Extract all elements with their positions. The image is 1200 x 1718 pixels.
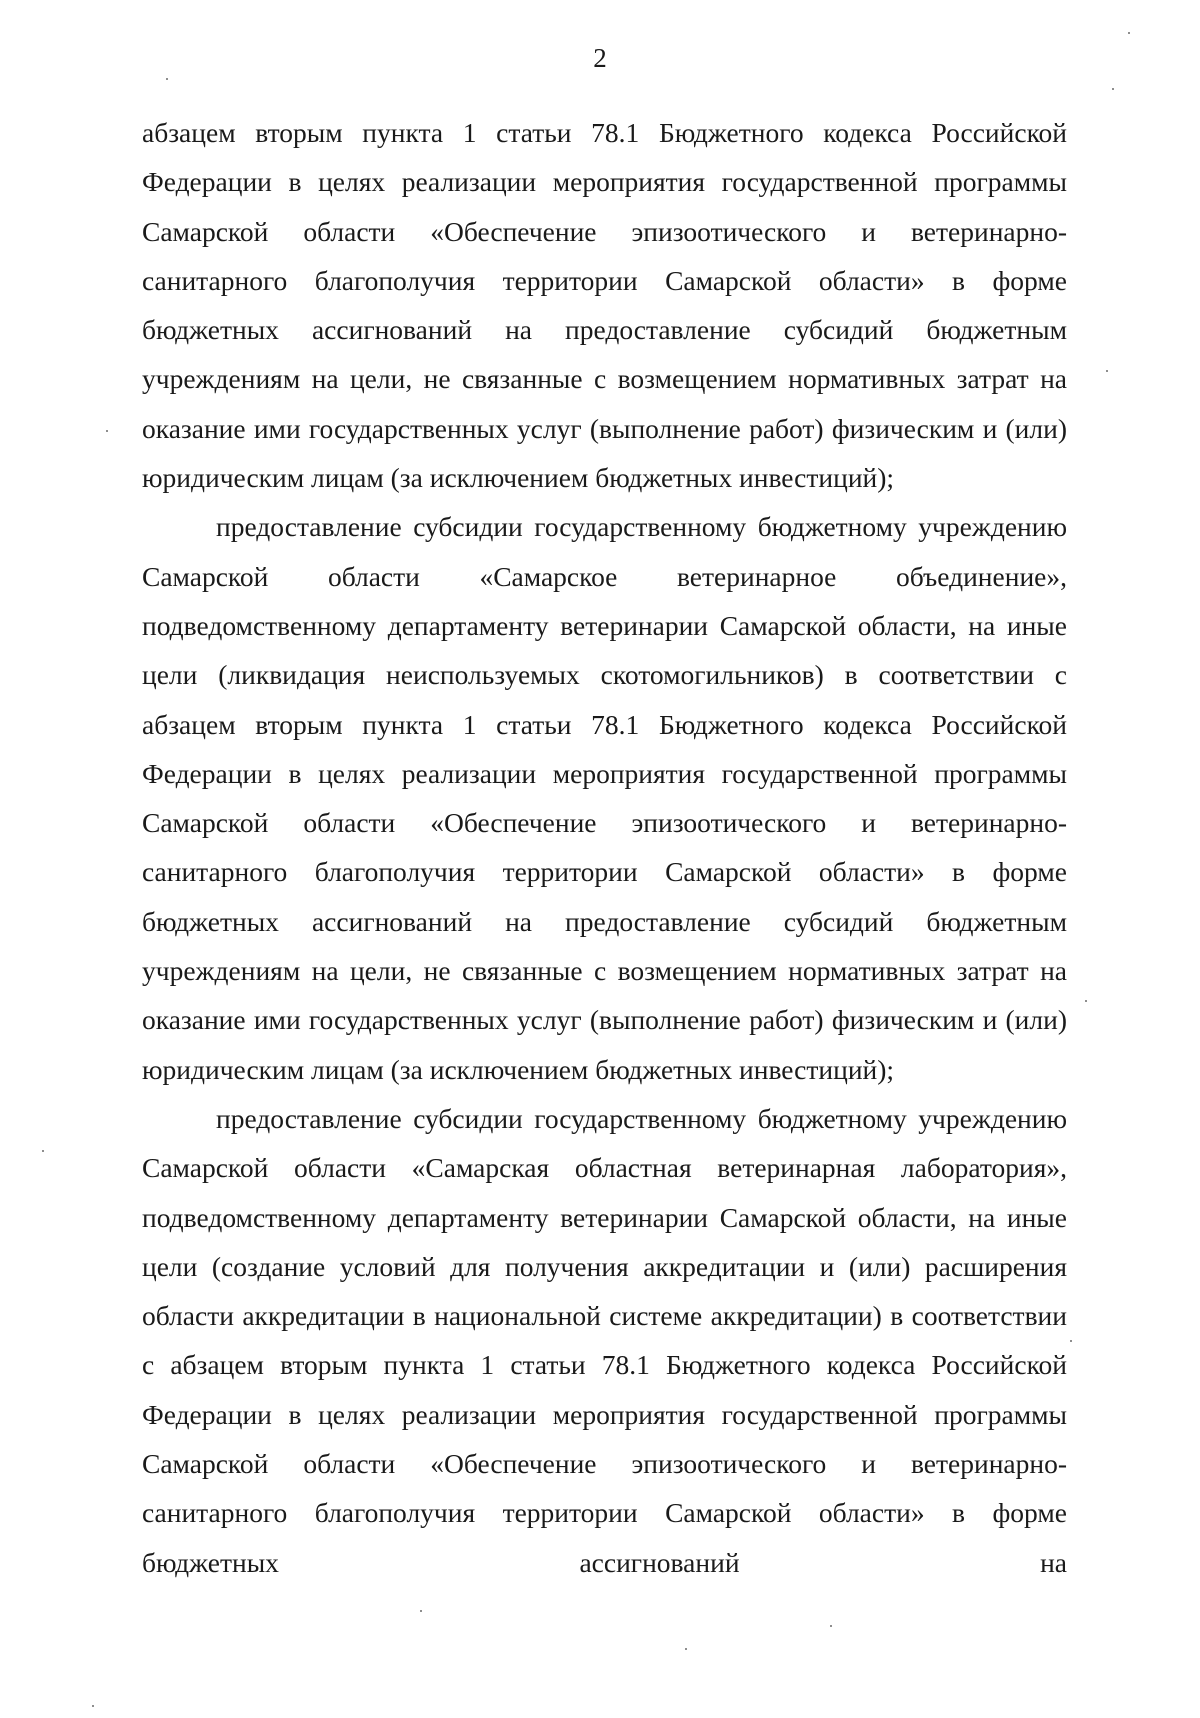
paragraph-subsidy-veterinary-association: предоставление субсидии государственному бюджетному учреждению Самарской области «Самарское ветеринарное объединение», подведомственному департаменту ветеринарии Самарской области, на иные цели (ликвидация неиспользуемых скотомогильников) в соответствии с абзацем вторым пункта 1 статьи 78.1 Бюджетного кодекса Российской Федерации в целях реализации мероприятия государственной программы Самарской области «Обеспечение эпизоотического и ветеринарно-санитарного благополучия территории Самарской области» в форме бюджетных ассигнований на предоставление субсидий бюджетным учреждениям на цели, не связанные с возмещением нормативных затрат на оказание ими государственных услуг (выполнение работ) физическим и (или) юридическим лицам (за исключением бюджетных инвестиций); (142, 511, 1067, 1085)
scan-speck (1112, 88, 1114, 90)
paragraph-continuation: абзацем вторым пункта 1 статьи 78.1 Бюджетного кодекса Российской Федерации в целях реализации мероприятия государственной программы Самарской области «Обеспечение эпизоотического и ветеринарно-санитарного благополучия территории Самарской области» в форме бюджетных ассигнований на предоставление субсидий бюджетным учреждениям на цели, не связанные с возмещением нормативных затрат на оказание ими государственных услуг (выполнение работ) физическим и (или) юридическим лицам (за исключением бюджетных инвестиций); (142, 117, 1067, 494)
scan-speck (830, 1625, 832, 1627)
scan-speck (1070, 1340, 1072, 1342)
scan-speck (42, 1150, 44, 1152)
scan-speck (106, 430, 108, 432)
scan-speck (420, 1610, 422, 1612)
scan-speck (1085, 1000, 1087, 1002)
scan-speck (1106, 370, 1108, 372)
scan-speck (1128, 32, 1130, 34)
scan-speck (92, 1705, 94, 1707)
paragraph-subsidy-veterinary-laboratory: предоставление субсидии государственному бюджетному учреждению Самарской области «Самарская областная ветеринарная лаборатория», подведомственному департаменту ветеринарии Самарской области, на иные цели (создание условий для получения аккредитации и (или) расширения области аккредитации в национальной системе аккредитации) в соответствии с абзацем вторым пункта 1 статьи 78.1 Бюджетного кодекса Российской Федерации в целях реализации мероприятия государственной программы Самарской области «Обеспечение эпизоотического и ветеринарно-санитарного благополучия территории Самарской области» в форме бюджетных ассигнований на (142, 1102, 1067, 1578)
body-text (142, 108, 1067, 1587)
scan-speck (166, 78, 168, 80)
scan-speck (685, 1648, 687, 1650)
page-number: 2 (593, 43, 607, 73)
